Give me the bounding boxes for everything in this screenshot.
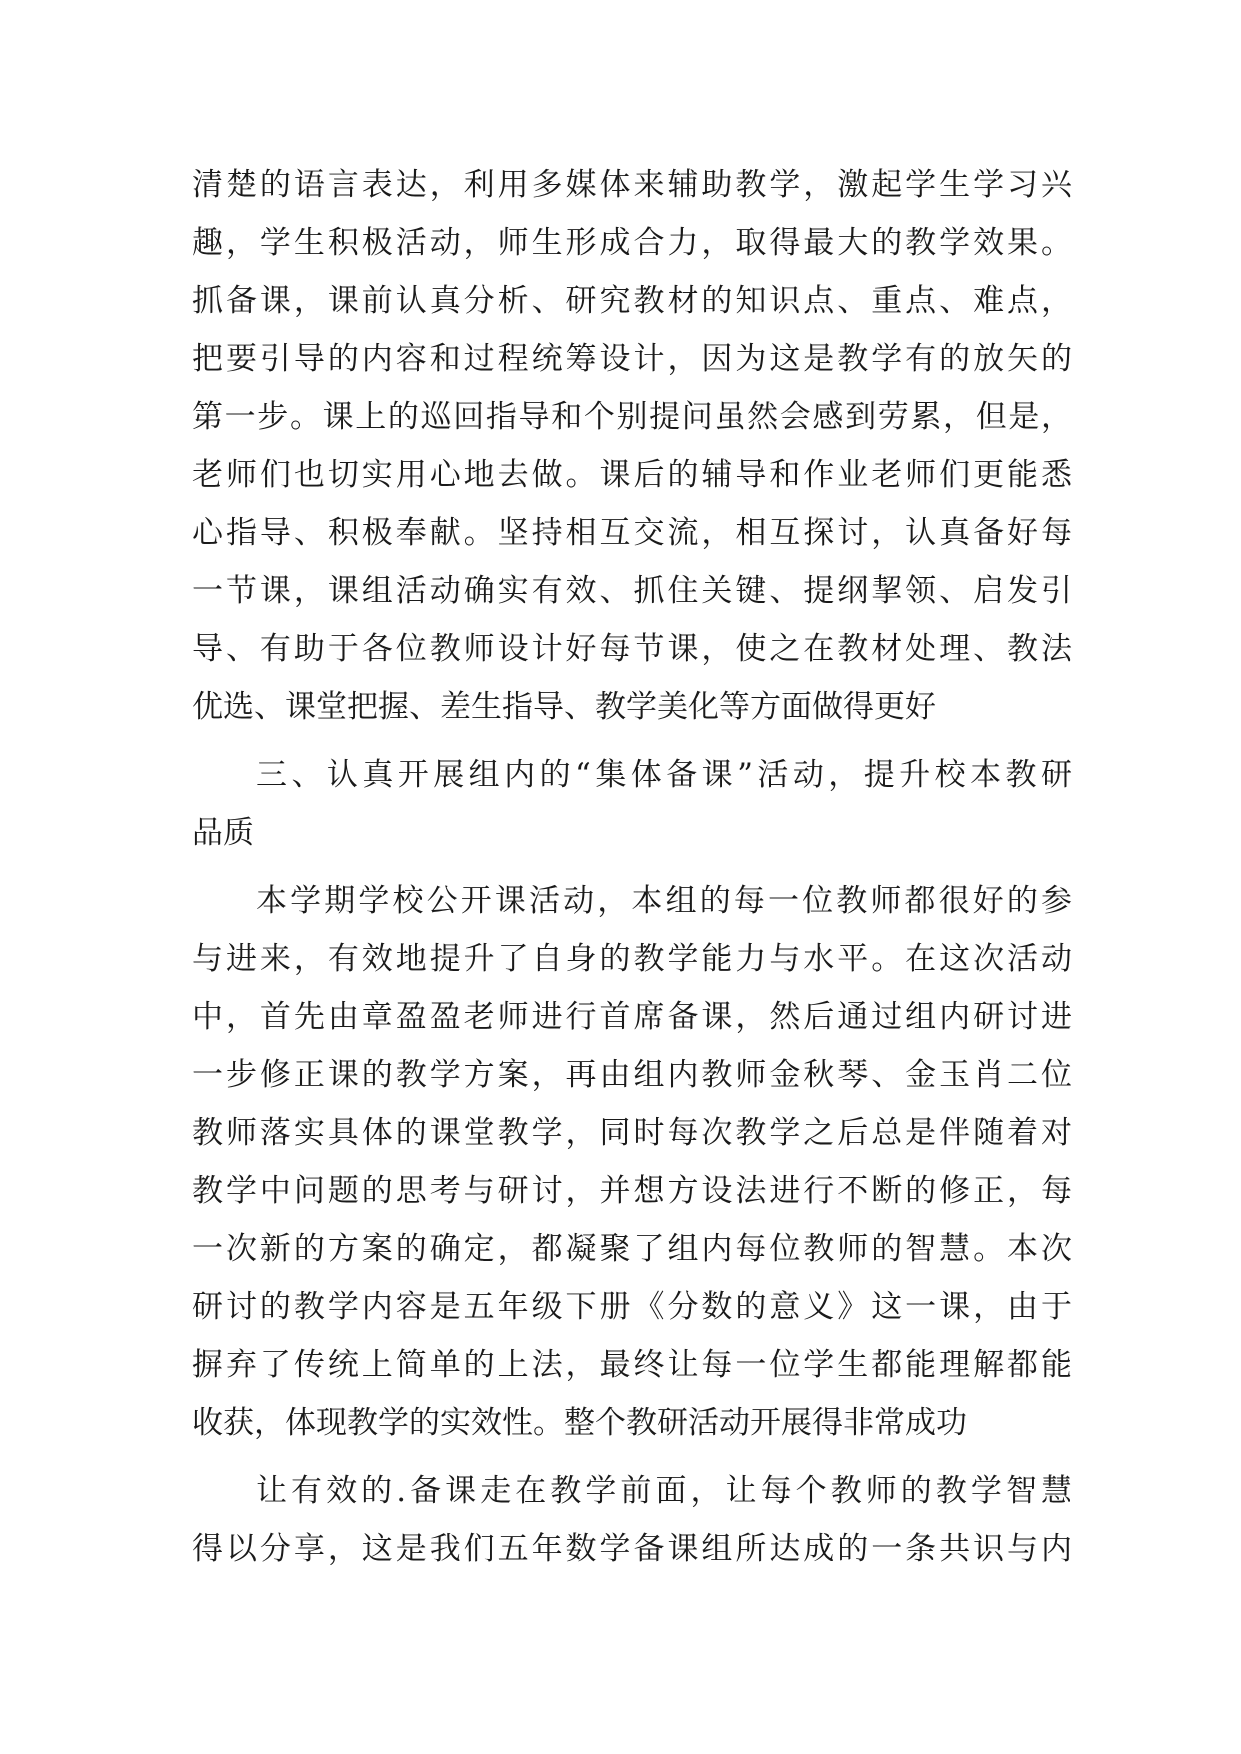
paragraph-effective-preparation — [192, 1462, 1072, 1578]
text-line: 第一步。课上的巡回指导和个别提问虽然会感到劳累，但是， — [192, 399, 1072, 435]
section-heading-three — [192, 746, 1072, 862]
text-line: 让有效的.备课走在教学前面，让每个教师的教学智慧 — [256, 1473, 1072, 1509]
text-line: 教学中问题的思考与研讨，并想方设法进行不断的修正，每 — [192, 1173, 1072, 1209]
text-line: 研讨的教学内容是五年级下册《分数的意义》这一课，由于 — [192, 1289, 1072, 1325]
text-line: 与进来，有效地提升了自身的教学能力与水平。在这次活动 — [192, 941, 1072, 977]
text-line: 一节课，课组活动确实有效、抓住关键、提纲挈领、启发引 — [192, 573, 1072, 609]
text-line: 导、有助于各位教师设计好每节课，使之在教材处理、教法 — [192, 631, 1072, 667]
paragraph-teaching-methods — [192, 156, 1072, 736]
text-line: 摒弃了传统上简单的上法，最终让每一位学生都能理解都能 — [192, 1347, 1072, 1383]
text-line: 得以分享，这是我们五年数学备课组所达成的一条共识与内 — [192, 1531, 1072, 1567]
text-line: 本学期学校公开课活动，本组的每一位教师都很好的参 — [256, 883, 1072, 919]
text-line: 抓备课，课前认真分析、研究教材的知识点、重点、难点， — [192, 283, 1072, 319]
text-line: 心指导、积极奉献。坚持相互交流，相互探讨，认真备好每 — [192, 515, 1072, 551]
heading-line: 品质 — [192, 815, 254, 851]
text-line: 趣，学生积极活动，师生形成合力，取得最大的教学效果。 — [192, 225, 1072, 261]
paragraph-open-class — [192, 872, 1072, 1452]
text-line: 清楚的语言表达，利用多媒体来辅助教学，激起学生学习兴 — [192, 167, 1072, 203]
text-line: 中，首先由章盈盈老师进行首席备课，然后通过组内研讨进 — [192, 999, 1072, 1035]
text-line: 把要引导的内容和过程统筹设计，因为这是教学有的放矢的 — [192, 341, 1072, 377]
text-line: 老师们也切实用心地去做。课后的辅导和作业老师们更能悉 — [192, 457, 1072, 493]
document-body — [192, 156, 1072, 1588]
text-line: 优选、课堂把握、差生指导、教学美化等方面做得更好 — [192, 689, 936, 725]
text-line: 一步修正课的教学方案，再由组内教师金秋琴、金玉肖二位 — [192, 1057, 1072, 1093]
text-line: 收获，体现教学的实效性。整个教研活动开展得非常成功 — [192, 1405, 967, 1441]
text-line: 一次新的方案的确定，都凝聚了组内每位教师的智慧。本次 — [192, 1231, 1072, 1267]
heading-line: 三、认真开展组内的“集体备课”活动，提升校本教研 — [256, 757, 1072, 793]
text-line: 教师落实具体的课堂教学，同时每次教学之后总是伴随着对 — [192, 1115, 1072, 1151]
